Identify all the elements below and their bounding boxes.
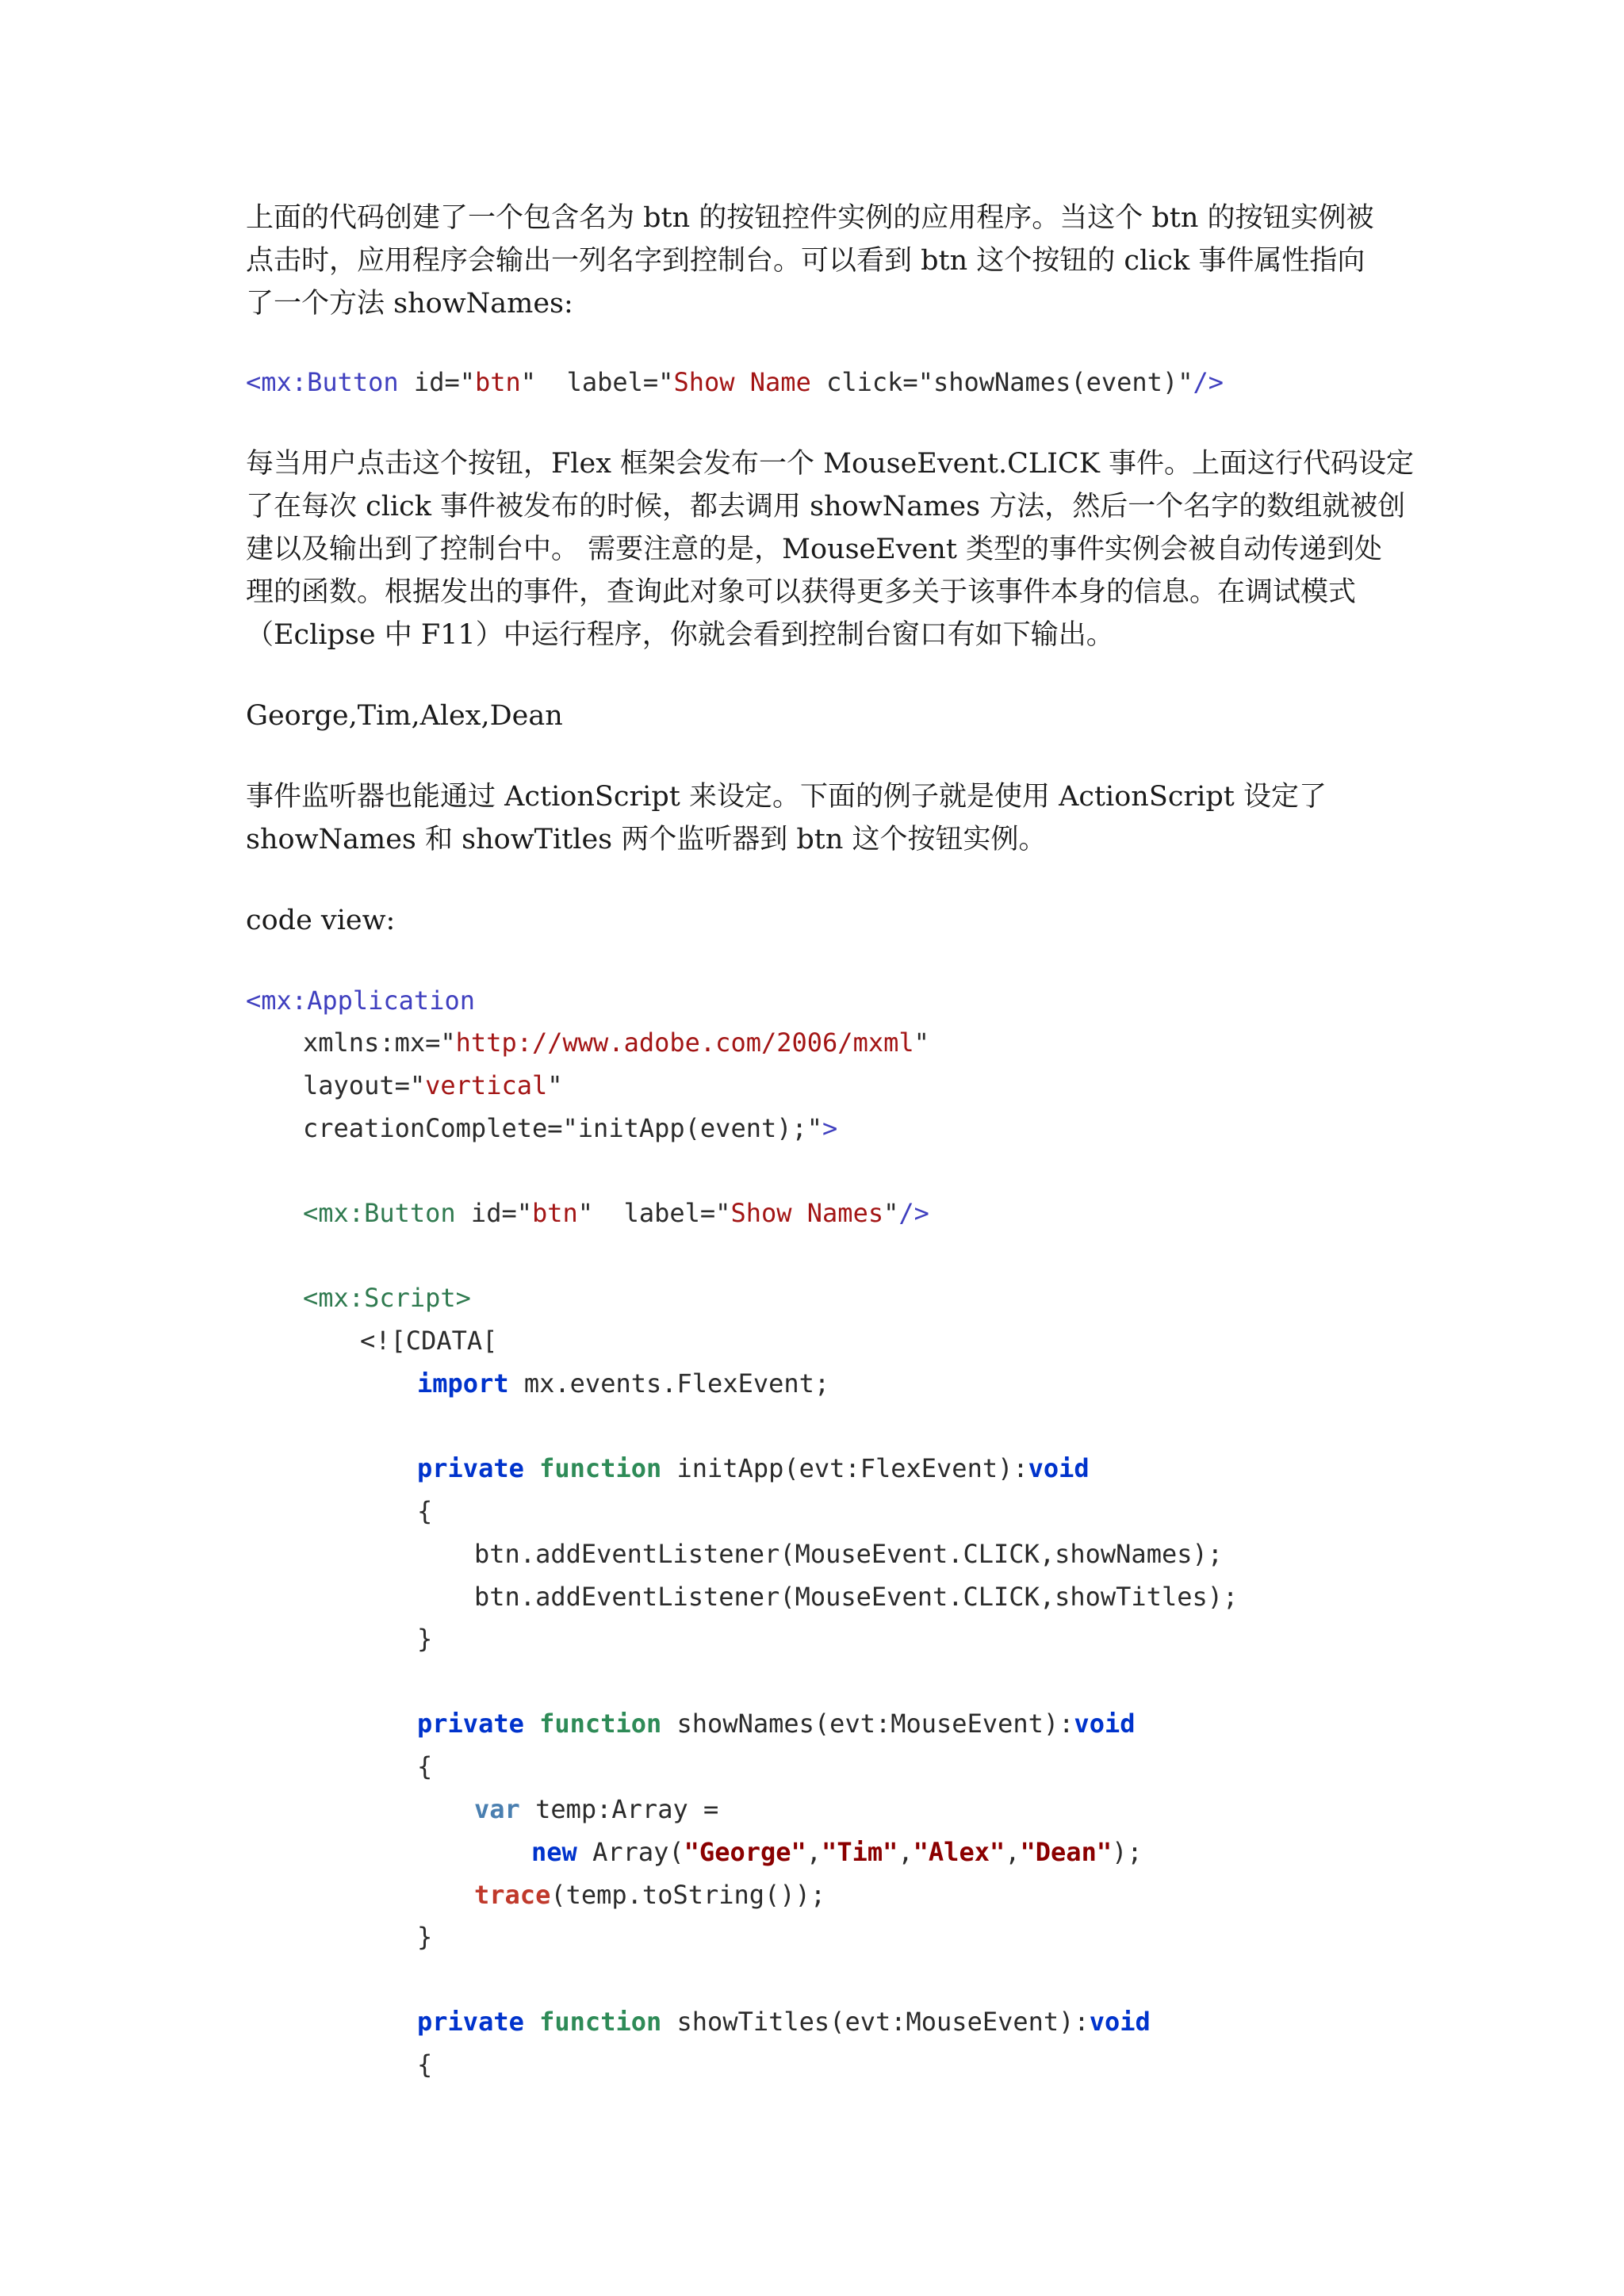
code-token: {	[417, 1751, 433, 1781]
code-token: id="	[455, 1198, 532, 1228]
code-token: "George"	[684, 1837, 806, 1867]
code-token: ,	[1005, 1837, 1021, 1867]
code-token: "	[547, 1070, 563, 1100]
text-line: 了一个方法 showNames:	[246, 288, 573, 320]
text-line: 上面的代码创建了一个包含名为 btn 的按钮控件实例的应用程序。当这个 btn 的按钮实例被	[246, 202, 1374, 234]
code-token: btn.addEventListener(MouseEvent.CLICK,showNames);	[474, 1539, 1224, 1569]
code-token: http://www.adobe.com/2006/mxml	[455, 1027, 914, 1058]
code-token: <mx:Button	[303, 1198, 456, 1228]
code-line	[474, 1873, 825, 1916]
code-token: />	[898, 1198, 929, 1228]
code-line	[417, 2043, 432, 2086]
code-line	[474, 1575, 1238, 1618]
code-token: Show Names	[730, 1198, 884, 1228]
code-line	[303, 1064, 563, 1107]
code-token: btn	[531, 1198, 578, 1228]
code-token: Array(	[576, 1837, 684, 1867]
code-token: click="showNames(event)"	[810, 367, 1193, 397]
code-token: trace	[474, 1880, 551, 1910]
code-token: layout="	[303, 1070, 426, 1100]
code-line	[417, 1447, 1090, 1490]
paragraph-actionscript	[246, 775, 1380, 861]
code-token: <mx:Button	[246, 367, 399, 397]
code-token: }	[417, 1922, 433, 1952]
paragraph-intro	[246, 197, 1380, 325]
code-token: import	[417, 1368, 509, 1399]
code-line	[417, 2000, 1151, 2043]
code-token: {	[417, 1496, 433, 1526]
code-token: initApp(evt:FlexEvent):	[661, 1453, 1028, 1483]
code-token: private	[417, 1709, 524, 1739]
text-line: 点击时，应用程序会输出一列名字到控制台。可以看到 btn 这个按钮的 click 事件属性指向	[246, 245, 1365, 277]
code-line	[417, 1617, 432, 1660]
text-line: 了在每次 click 事件被发布的时候，都去调用 showNames 方法，然后一个名字的数组就被创	[246, 491, 1406, 522]
code-line	[474, 1533, 1223, 1575]
code-token: btn.addEventListener(MouseEvent.CLICK,showTitles);	[474, 1582, 1239, 1612]
code-token: "Dean"	[1020, 1837, 1113, 1867]
code-line	[303, 1021, 929, 1064]
code-line	[417, 1915, 432, 1958]
code-line	[531, 1831, 1143, 1873]
code-token: void	[1074, 1709, 1136, 1739]
code-token: ,	[898, 1837, 914, 1867]
code-token: mx.events.FlexEvent;	[508, 1368, 830, 1399]
code-token: <mx:Application	[246, 985, 475, 1016]
text-line: 理的函数。根据发出的事件，查询此对象可以获得更多关于该事件本身的信息。在调试模式	[246, 576, 1357, 608]
code-token: />	[1193, 367, 1224, 397]
code-token: btn	[474, 367, 521, 397]
code-line	[417, 1490, 432, 1533]
text-line: code view:	[246, 905, 396, 936]
code-token: function	[539, 1453, 662, 1483]
paragraph-console-output	[246, 695, 1380, 737]
text-line: （Eclipse 中 F11）中运行程序，你就会看到控制台窗口有如下输出。	[246, 619, 1114, 651]
code-token: " label="	[577, 1198, 731, 1228]
code-token: "	[883, 1198, 899, 1228]
code-token: <![CDATA[	[360, 1326, 498, 1356]
code-token: }	[417, 1624, 433, 1654]
code-token: private	[417, 2007, 524, 2037]
code-token: >	[822, 1113, 838, 1143]
code-token: var	[474, 1794, 520, 1824]
code-token: "	[914, 1027, 929, 1058]
code-token: void	[1028, 1453, 1090, 1483]
code-token: xmlns:mx="	[303, 1027, 456, 1058]
code-token: (temp.toString());	[550, 1880, 826, 1910]
code-token: " label="	[520, 367, 674, 397]
code-token: new	[531, 1837, 577, 1867]
code-line	[474, 1788, 718, 1831]
code-token: {	[417, 2049, 433, 2080]
code-button-line	[246, 361, 1224, 404]
text-line: showNames 和 showTitles 两个监听器到 btn 这个按钮实例。	[246, 824, 1047, 855]
code-token: id="	[398, 367, 475, 397]
code-token: vertical	[425, 1070, 548, 1100]
code-token: function	[539, 2007, 662, 2037]
code-line	[360, 1319, 497, 1362]
paragraph-event-explanation	[246, 442, 1414, 656]
code-token: "Tim"	[822, 1837, 898, 1867]
code-token: creationComplete="initApp(event);"	[303, 1113, 823, 1143]
text-line: George,Tim,Alex,Dean	[246, 700, 563, 732]
code-line	[417, 1745, 432, 1788]
paragraph-code-view	[246, 899, 1380, 942]
code-token: showNames(evt:MouseEvent):	[661, 1709, 1074, 1739]
code-token: private	[417, 1453, 524, 1483]
code-token: <mx:Script>	[303, 1283, 471, 1313]
code-token: function	[539, 1709, 662, 1739]
text-line: 建以及输出到了控制台中。 需要注意的是，MouseEvent 类型的事件实例会被自动传递到处	[246, 534, 1383, 565]
code-token: showTitles(evt:MouseEvent):	[661, 2007, 1090, 2037]
text-line: 事件监听器也能通过 ActionScript 来设定。下面的例子就是使用 ActionScript 设定了	[246, 781, 1327, 813]
code-token: Show Name	[673, 367, 811, 397]
code-line	[303, 1107, 837, 1150]
code-token: );	[1112, 1837, 1143, 1867]
code-token: temp:Array =	[519, 1794, 719, 1824]
code-token: "Alex"	[913, 1837, 1005, 1867]
text-line: 每当用户点击这个按钮，Flex 框架会发布一个 MouseEvent.CLICK 事件。上面这行代码设定	[246, 448, 1414, 480]
code-line	[303, 1192, 929, 1234]
code-token: ,	[806, 1837, 822, 1867]
code-line	[303, 1276, 471, 1319]
code-line	[246, 979, 475, 1022]
code-token: void	[1089, 2007, 1151, 2037]
code-line	[417, 1702, 1135, 1745]
code-line	[417, 1362, 829, 1405]
